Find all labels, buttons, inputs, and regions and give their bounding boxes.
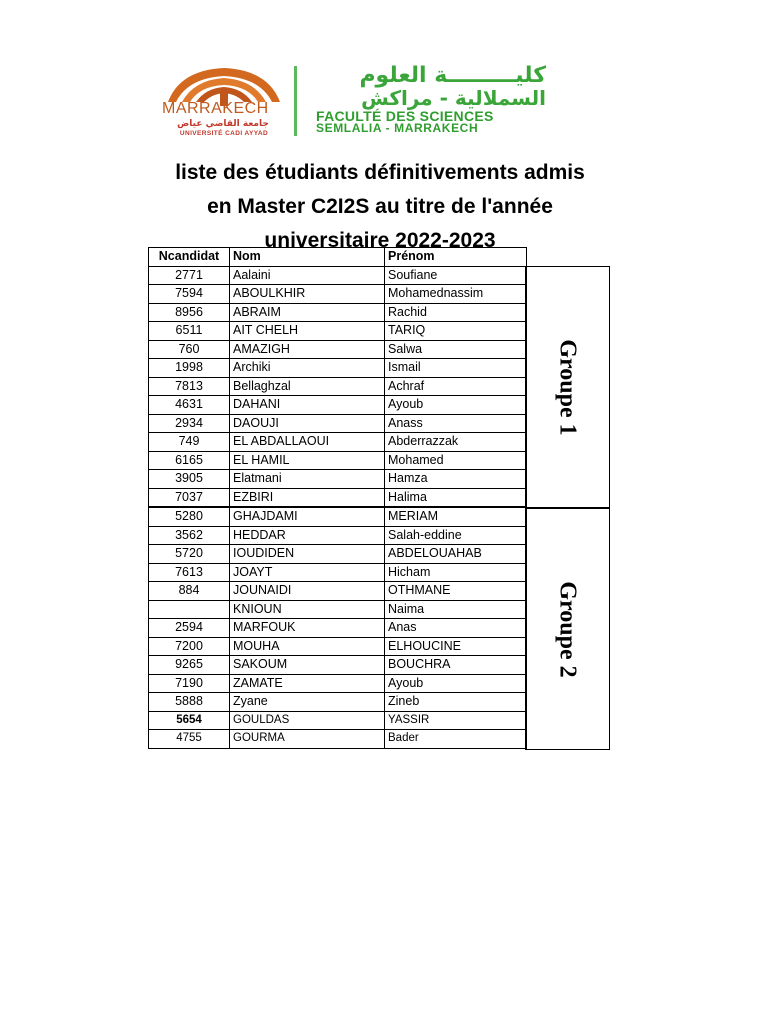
cell-nom: EL HAMIL — [230, 451, 385, 470]
table-row — [149, 693, 527, 712]
cell-prenom: ABDELOUAHAB — [385, 545, 527, 564]
cell-prenom: Mohamednassim — [385, 285, 527, 304]
cell-prenom: Anas — [385, 619, 527, 638]
cell-ncandidat: 884 — [149, 582, 230, 601]
table-header-row — [149, 248, 527, 267]
cell-prenom: Salah-eddine — [385, 526, 527, 545]
cell-ncandidat: 2771 — [149, 266, 230, 285]
header-divider — [294, 66, 297, 136]
cell-ncandidat: 9265 — [149, 656, 230, 675]
cell-nom: ZAMATE — [230, 674, 385, 693]
table-body — [149, 266, 527, 748]
cell-prenom: TARIQ — [385, 322, 527, 341]
cell-prenom: OTHMANE — [385, 582, 527, 601]
group-2-box — [525, 507, 610, 750]
cell-prenom: Hicham — [385, 563, 527, 582]
cell-ncandidat: 7594 — [149, 285, 230, 304]
table-row — [149, 377, 527, 396]
logo-city-text: MARRAKECH — [162, 100, 269, 117]
cell-ncandidat: 7037 — [149, 488, 230, 507]
cell-prenom: Abderrazzak — [385, 433, 527, 452]
cell-ncandidat: 5654 — [149, 711, 230, 730]
cell-nom: Aalaini — [230, 266, 385, 285]
cell-nom: Zyane — [230, 693, 385, 712]
cell-ncandidat: 1998 — [149, 359, 230, 378]
table-row — [149, 303, 527, 322]
cell-nom: GHAJDAMI — [230, 507, 385, 526]
table-row — [149, 470, 527, 489]
table-row — [149, 619, 527, 638]
cell-nom: SAKOUM — [230, 656, 385, 675]
table-row — [149, 582, 527, 601]
cell-nom: JOUNAIDI — [230, 582, 385, 601]
cell-ncandidat: 7613 — [149, 563, 230, 582]
cell-prenom: Hamza — [385, 470, 527, 489]
group-1-label: Groupe 1 — [555, 339, 582, 436]
cell-prenom: Naima — [385, 600, 527, 619]
table-row — [149, 656, 527, 675]
cell-ncandidat: 2934 — [149, 414, 230, 433]
document-title — [130, 156, 630, 258]
cell-ncandidat — [149, 600, 230, 619]
cell-nom: ABOULKHIR — [230, 285, 385, 304]
cell-nom: Elatmani — [230, 470, 385, 489]
table-row — [149, 637, 527, 656]
cell-prenom: Soufiane — [385, 266, 527, 285]
cell-ncandidat: 3562 — [149, 526, 230, 545]
table-row — [149, 433, 527, 452]
cell-nom: ABRAIM — [230, 303, 385, 322]
table-row — [149, 507, 527, 526]
cell-nom: AIT CHELH — [230, 322, 385, 341]
cell-nom: GOURMA — [230, 730, 385, 749]
cell-prenom: Mohamed — [385, 451, 527, 470]
cell-nom: KNIOUN — [230, 600, 385, 619]
cell-nom: IOUDIDEN — [230, 545, 385, 564]
logo-arabic-text: جامعة القاضي عياض — [177, 119, 269, 129]
cell-prenom: MERIAM — [385, 507, 527, 526]
faculty-logo — [314, 64, 546, 136]
title-line-1: liste des étudiants définitivements admis — [175, 161, 585, 184]
cell-prenom: BOUCHRA — [385, 656, 527, 675]
header-ncandidat: Ncandidat — [149, 248, 230, 267]
cell-ncandidat: 5888 — [149, 693, 230, 712]
cell-prenom: Rachid — [385, 303, 527, 322]
cell-nom: MARFOUK — [230, 619, 385, 638]
cell-prenom: Halima — [385, 488, 527, 507]
cell-ncandidat: 7190 — [149, 674, 230, 693]
logo-university-text: UNIVERSITÉ CADI AYYAD — [179, 130, 269, 137]
faculty-arabic-line2: السملالية - مراكش — [361, 86, 546, 110]
table-row — [149, 266, 527, 285]
cell-ncandidat: 749 — [149, 433, 230, 452]
faculty-french-line2: SEMLALIA - MARRAKECH — [316, 121, 479, 135]
university-logo — [160, 64, 288, 140]
cell-prenom: Anass — [385, 414, 527, 433]
cell-nom: MOUHA — [230, 637, 385, 656]
cell-ncandidat: 6511 — [149, 322, 230, 341]
faculty-french-line1: FACULTÉ DES SCIENCES — [316, 108, 494, 124]
table-row — [149, 711, 527, 730]
table-row — [149, 451, 527, 470]
cell-ncandidat: 2594 — [149, 619, 230, 638]
cell-nom: DAOUJI — [230, 414, 385, 433]
table-row — [149, 674, 527, 693]
cell-prenom: Ayoub — [385, 396, 527, 415]
cell-nom: JOAYT — [230, 563, 385, 582]
cell-ncandidat: 5280 — [149, 507, 230, 526]
cell-prenom: Achraf — [385, 377, 527, 396]
header-nom: Nom — [230, 248, 385, 267]
title-line-2: en Master C2I2S au titre de l'année — [207, 195, 553, 218]
cell-prenom: Ismail — [385, 359, 527, 378]
cell-nom: Archiki — [230, 359, 385, 378]
header-prenom: Prénom — [385, 248, 527, 267]
table-row — [149, 563, 527, 582]
cell-ncandidat: 4755 — [149, 730, 230, 749]
cell-prenom: Bader — [385, 730, 527, 749]
title-line-3: universitaire 2022-2023 — [264, 229, 496, 252]
cell-nom: EL ABDALLAOUI — [230, 433, 385, 452]
group-1-box — [525, 266, 610, 509]
table-row — [149, 322, 527, 341]
cell-nom: EZBIRI — [230, 488, 385, 507]
table-row — [149, 488, 527, 507]
table-row — [149, 526, 527, 545]
cell-ncandidat: 3905 — [149, 470, 230, 489]
cell-ncandidat: 5720 — [149, 545, 230, 564]
cell-prenom: Ayoub — [385, 674, 527, 693]
cell-nom: GOULDAS — [230, 711, 385, 730]
cell-prenom: Zineb — [385, 693, 527, 712]
cell-prenom: Salwa — [385, 340, 527, 359]
table-row — [149, 600, 527, 619]
cell-ncandidat: 6165 — [149, 451, 230, 470]
table-row — [149, 285, 527, 304]
cell-nom: HEDDAR — [230, 526, 385, 545]
table-row — [149, 396, 527, 415]
cell-ncandidat: 7813 — [149, 377, 230, 396]
table-row — [149, 545, 527, 564]
cell-ncandidat: 7200 — [149, 637, 230, 656]
table-row — [149, 414, 527, 433]
group-2-label: Groupe 2 — [555, 580, 582, 678]
faculty-arabic-line1: كليـــــــــة العلوم — [359, 63, 546, 88]
table-row — [149, 730, 527, 749]
cell-prenom: YASSIR — [385, 711, 527, 730]
cell-ncandidat: 760 — [149, 340, 230, 359]
cell-ncandidat: 4631 — [149, 396, 230, 415]
table-row — [149, 359, 527, 378]
cell-prenom: ELHOUCINE — [385, 637, 527, 656]
students-table — [148, 247, 527, 749]
cell-nom: Bellaghzal — [230, 377, 385, 396]
table-row — [149, 340, 527, 359]
cell-nom: AMAZIGH — [230, 340, 385, 359]
cell-ncandidat: 8956 — [149, 303, 230, 322]
cell-nom: DAHANI — [230, 396, 385, 415]
